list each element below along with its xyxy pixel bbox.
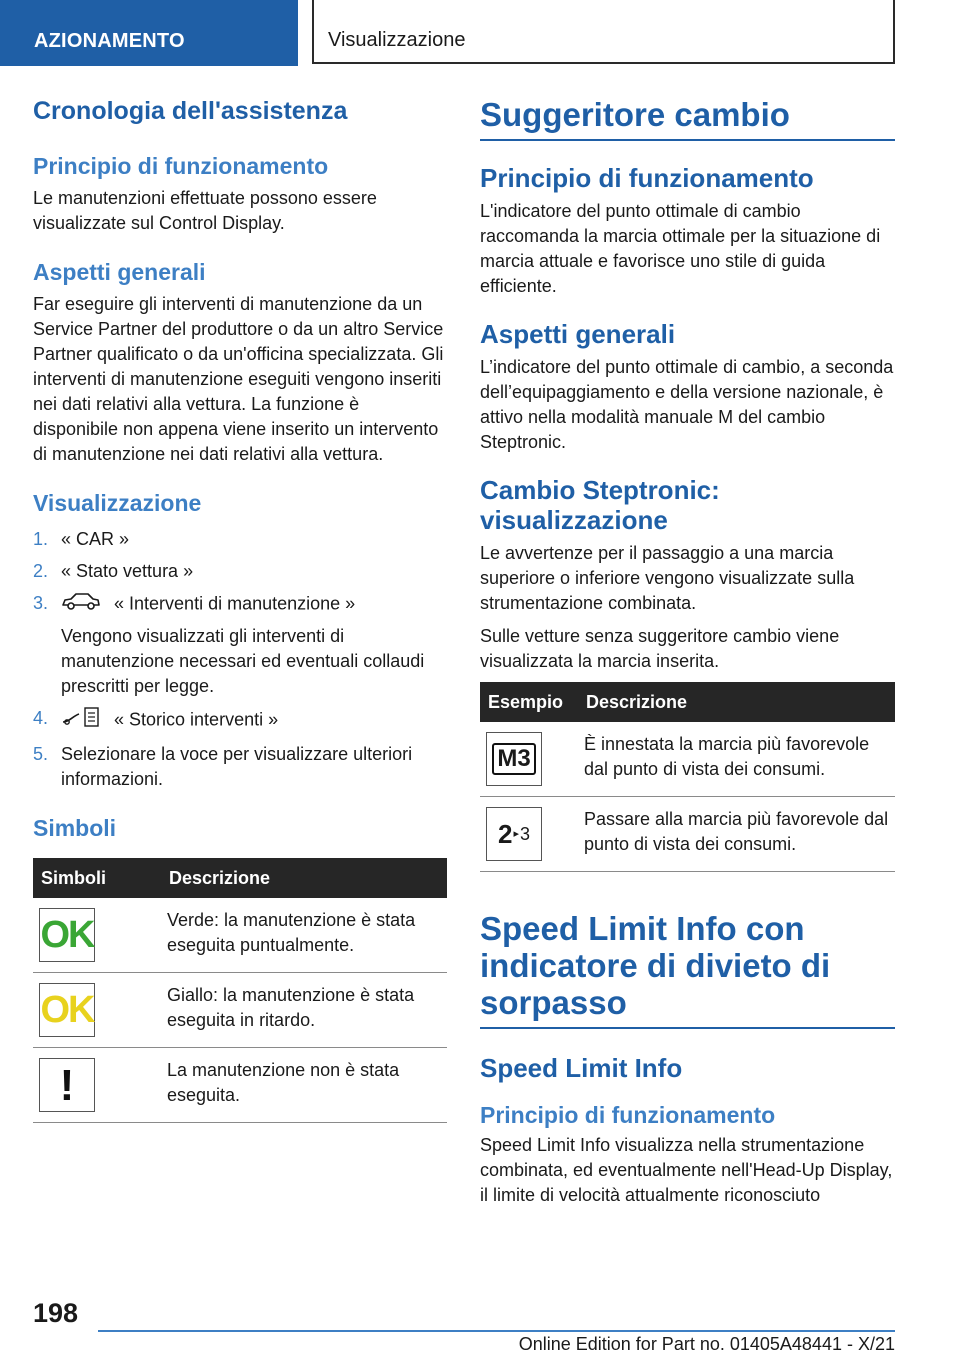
- heading-simboli: Simboli: [33, 815, 117, 841]
- section-title-speed-limit: Speed Limit Info con indicatore di divieto di sorpasso: [480, 910, 895, 1029]
- chapter-tab: Visualizzazione: [312, 0, 895, 64]
- car-icon: [61, 591, 101, 618]
- step-number: 2.: [33, 561, 49, 581]
- gear-table: [480, 682, 895, 872]
- ok-yellow-label: OK: [40, 988, 94, 1031]
- list-item: [33, 591, 447, 699]
- symbol-description: Giallo: la manutenzione è stata eseguita in ritardo.: [161, 973, 447, 1048]
- table-row: [33, 973, 447, 1048]
- list-item: [33, 559, 447, 584]
- gear-m3-icon: [486, 732, 542, 786]
- text-generali: Far eseguire gli interventi di manutenzione da un Service Partner del produttore o da un altro Service Partner qualificato o da un'officina specializzata. Gli interventi di manutenzione eseguiti vengono inseriti nei dati relativi alla vettura. La funzione è disponibile non appena viene inserito un intervento di manutenzione nei dati relativi alla vettura.: [33, 294, 444, 464]
- table-row: [33, 1048, 447, 1123]
- page-number: 198: [33, 1298, 79, 1328]
- heading-generali-cambio: Aspetti generali: [480, 319, 676, 349]
- exclamation-icon: [39, 1058, 95, 1112]
- gear-description: È innestata la marcia più favorevole dal punto di vista dei consumi.: [578, 722, 895, 797]
- footer-edition: Online Edition for Part no. 01405A48441 - X/21: [518, 1334, 895, 1354]
- heading-principio: Principio di funzionamento: [33, 153, 329, 179]
- list-item: [33, 706, 447, 735]
- heading-steptronic: Cambio Steptronic: visualizzazione: [480, 475, 720, 535]
- exclamation-label: !: [59, 1060, 75, 1110]
- text-speed-limit: Speed Limit Info visualizza nella strumentazione combinata, ed eventualmente nell'Head-Up Display, il limite di velocità attualmente riconosciuto: [480, 1135, 893, 1205]
- heading-generali: Aspetti generali: [33, 259, 206, 285]
- table-row: [33, 898, 447, 973]
- heading-visualizzazione: Visualizzazione: [33, 490, 202, 516]
- footer-divider: [98, 1330, 895, 1332]
- text-steptronic-2: Sulle vetture senza suggeritore cambio viene visualizzata la marcia inserita.: [480, 626, 840, 671]
- step-text: « CAR »: [61, 529, 130, 549]
- section-tab: AZIONAMENTO: [0, 0, 298, 66]
- table-header-description: Descrizione: [161, 858, 447, 898]
- text-principio: Le manutenzioni effettuate possono essere visualizzate sul Control Display.: [33, 188, 377, 233]
- text-principio-cambio: L'indicatore del punto ottimale di cambio raccomanda la marcia ottimale per la situazione di marcia attuale e favorisce uno stile di guida efficiente.: [480, 201, 881, 296]
- arrow-right-icon: ▸: [513, 827, 519, 840]
- step-text: « Interventi di manutenzione »: [114, 593, 356, 614]
- symbols-table: [33, 858, 447, 1123]
- step-number: 1.: [33, 529, 49, 549]
- steps-list: [33, 527, 447, 792]
- symbol-description: La manutenzione non è stata eseguita.: [161, 1048, 447, 1123]
- heading-principio-speed: Principio di funzionamento: [480, 1102, 776, 1128]
- right-column: [480, 96, 895, 1222]
- heading-principio-cambio: Principio di funzionamento: [480, 163, 814, 193]
- gear-to-label: 3: [519, 823, 530, 844]
- list-item: [33, 742, 447, 792]
- step-number: 5.: [33, 744, 49, 764]
- ok-yellow-icon: [39, 983, 95, 1037]
- table-row: [480, 722, 895, 797]
- service-history-icon: [61, 706, 101, 735]
- gear-m3-label: M3: [492, 743, 535, 775]
- ok-green-icon: [39, 908, 95, 962]
- step-number: 4.: [33, 708, 49, 728]
- table-header-description: Descrizione: [578, 682, 895, 722]
- ok-green-label: OK: [40, 913, 94, 956]
- gear-description: Passare alla marcia più favorevole dal punto di vista dei consumi.: [578, 797, 895, 872]
- table-header-symbols: Simboli: [33, 858, 161, 898]
- list-item: [33, 527, 447, 552]
- heading-speed-limit-info: Speed Limit Info: [480, 1053, 683, 1083]
- left-column: [33, 96, 447, 1123]
- symbol-description: Verde: la manutenzione è stata eseguita puntualmente.: [161, 898, 447, 973]
- step-text: « Stato vettura »: [61, 561, 194, 581]
- step-text: Selezionare la voce per visualizzare ulteriori informazioni.: [61, 744, 413, 789]
- page-header: [0, 0, 960, 66]
- gear-shift-2-3-icon: [486, 807, 542, 861]
- step-subtext: Vengono visualizzati gli interventi di manutenzione necessari ed eventuali collaudi prescritti per legge.: [61, 626, 425, 696]
- table-header-example: Esempio: [480, 682, 578, 722]
- table-row: [480, 797, 895, 872]
- step-number: 3.: [33, 593, 49, 613]
- gear-from-label: 2: [497, 818, 513, 849]
- section-title-suggeritore: Suggeritore cambio: [480, 96, 895, 141]
- text-steptronic-1: Le avvertenze per il passaggio a una marcia superiore o inferiore vengono visualizzate sulla strumentazione combinata.: [480, 543, 855, 613]
- step-text: « Storico interventi »: [114, 709, 279, 730]
- text-generali-cambio: L’indicatore del punto ottimale di cambio, a seconda dell’equipaggiamento e della versione nazionale, è attivo nella modalità manuale M del cambio Steptronic.: [480, 357, 894, 452]
- section-title-cronologia: Cronologia dell'assistenza: [33, 97, 348, 125]
